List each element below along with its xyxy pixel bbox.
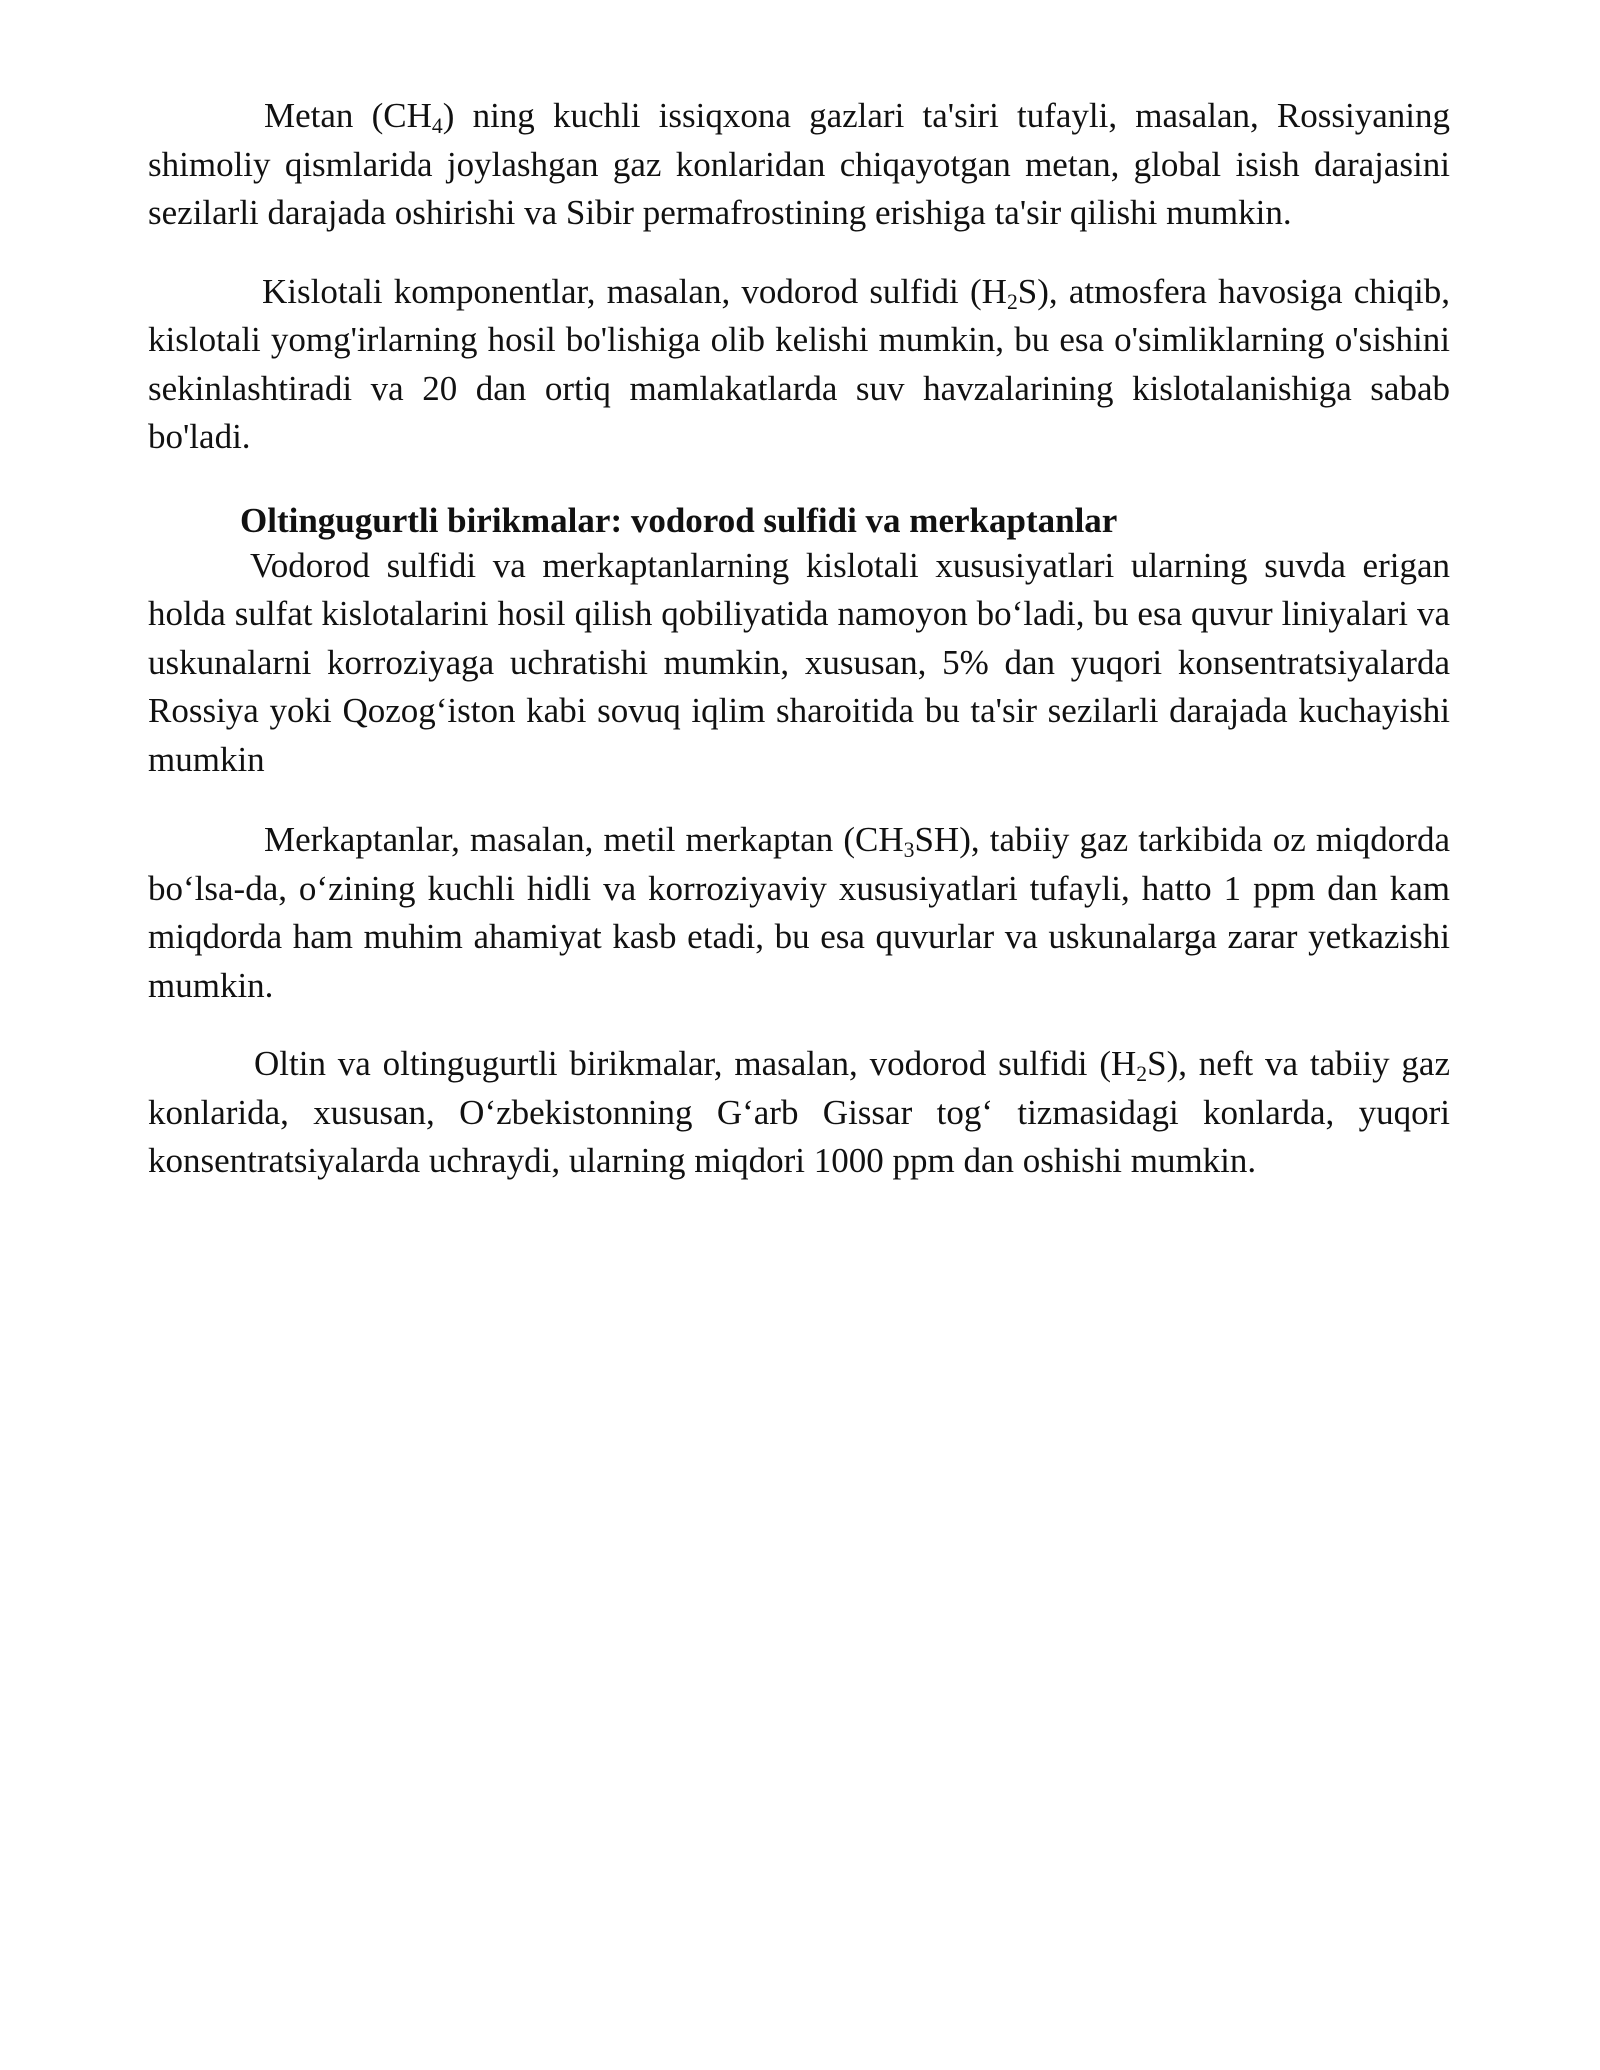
subscript-3: 3: [903, 838, 915, 863]
subscript-2: 2: [1136, 1062, 1148, 1087]
paragraph-sulfur-compounds-text-b: S), neft va tabiiy gaz konlarida, xususan, O‘zbekistonning G‘arb Gissar tog‘ tizmasidagi konlarda, yuqori konsentratsiyalarda uchraydi, ularning miqdori 1000 ppm dan oshishi mumkin.: [148, 1044, 1450, 1180]
document-page: [148, 92, 1450, 1186]
paragraph-acid-components-text-b: S), atmosfera havosiga chiqib, kislotali yomg'irlarning hosil bo'lishiga olib kelishi mumkin, bu esa o'simliklarning o'sishini sekinlashtiradi va 20 dan ortiq mamlakatlarda suv havzalarining kislotalanishiga sabab bo'ladi.: [148, 271, 1450, 456]
paragraph-methane: [148, 92, 1450, 238]
paragraph-sulfur-compounds-text-a: Oltin va oltingugurtli birikmalar, masalan, vodorod sulfidi (H: [254, 1044, 1137, 1083]
paragraph-mercaptans-text-b: SH), tabiiy gaz tarkibida oz miqdorda bo‘lsa-da, o‘zining kuchli hidli va korroziyaviy xususiyatlari tufayli, hatto 1 ppm dan kam miqdorda ham muhim ahamiyat kasb etadi, bu esa quvurlar va uskunalarga zarar yetkazishi mumkin.: [148, 820, 1450, 1005]
paragraph-acid-components-text-a: Kislotali komponentlar, masalan, vodorod sulfidi (H: [262, 271, 1007, 311]
paragraph-sulfur-compounds: [148, 1040, 1450, 1186]
subscript-2: 2: [1006, 289, 1018, 314]
subscript-4: 4: [431, 114, 443, 139]
section-heading: Oltingugurtli birikmalar: vodorod sulfidi va merkaptanlar: [240, 500, 1118, 540]
paragraph-acid-components: [148, 268, 1450, 462]
paragraph-acidic-properties: Vodorod sulfidi va merkaptanlarning kislotali xususiyatlari ularning suvda erigan holda sulfat kislotalarini hosil qilish qobiliyatida namoyon bo‘ladi, bu esa quvur liniyalari va uskunalarni korroziyaga uchratishi mumkin, xususan, 5% dan yuqori konsentratsiyalarda Rossiya yoki Qozog‘iston kabi sovuq iqlim sharoitida bu ta'sir sezilarli darajada kuchayishi mumkin: [148, 545, 1450, 779]
paragraph-methane-text-b: ) ning kuchli issiqxona gazlari ta'siri tufayli, masalan, Rossiyaning shimoliy qismlarida joylashgan gaz konlaridan chiqayotgan metan, global isish darajasini sezilarli darajada oshirishi va Sibir permafrostining erishiga ta'sir qilishi mumkin.: [148, 96, 1450, 232]
paragraph-mercaptans-text-a: Merkaptanlar, masalan, metil merkaptan (CH: [264, 820, 904, 859]
paragraph-methane-text-a: Metan (CH: [264, 96, 432, 135]
paragraph-mercaptans: [148, 816, 1450, 1010]
